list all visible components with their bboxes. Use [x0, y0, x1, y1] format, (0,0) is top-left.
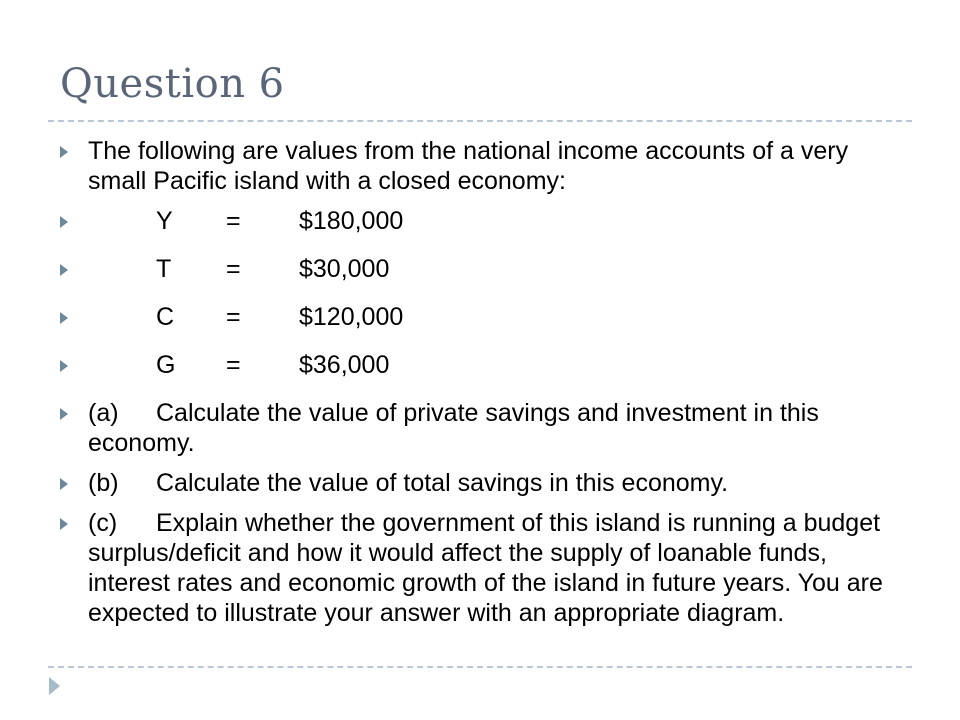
value-equals: = — [226, 351, 241, 379]
bullet-item-intro — [58, 136, 908, 196]
value-variable: C — [156, 303, 175, 331]
value-amount: $120,000 — [299, 303, 404, 331]
bullet-item-question-a — [58, 398, 908, 458]
bottom-divider — [48, 666, 912, 668]
value-equals: = — [226, 303, 241, 331]
triangle-bullet-icon — [60, 216, 68, 228]
value-amount: $180,000 — [299, 207, 404, 235]
top-divider — [48, 120, 912, 122]
triangle-bullet-icon — [60, 312, 68, 324]
triangle-bullet-icon — [60, 360, 68, 372]
bullet-item-question-c — [58, 508, 908, 628]
bullet-item-question-b — [58, 468, 908, 498]
slide-content — [58, 136, 908, 638]
question-label: (b) — [88, 469, 119, 497]
question-text: Calculate the value of total savings in this economy. — [156, 469, 729, 497]
value-variable: G — [156, 351, 176, 379]
triangle-bullet-icon — [60, 408, 68, 420]
question-text: Explain whether the government of this island is running a budget surplus/deficit and how it would affect the supply of loanable funds, interest rates and economic growth of the island in future years. You are expected to illustrate your answer with an appropriate diagram. — [88, 509, 883, 627]
bullet-item-value — [58, 254, 908, 284]
question-label: (a) — [88, 399, 119, 427]
value-variable: Y — [156, 207, 173, 235]
triangle-marker-icon — [49, 677, 60, 695]
bullet-item-value — [58, 206, 908, 236]
question-label: (c) — [88, 509, 118, 537]
bullet-item-value — [58, 302, 908, 332]
slide-title: Question 6 — [60, 61, 285, 107]
bullet-item-value — [58, 350, 908, 380]
triangle-bullet-icon — [60, 146, 68, 158]
intro-text: The following are values from the national income accounts of a very small Pacific island with a closed economy: — [88, 137, 849, 195]
value-variable: T — [156, 255, 172, 283]
value-equals: = — [226, 207, 241, 235]
triangle-bullet-icon — [60, 478, 68, 490]
triangle-bullet-icon — [60, 518, 68, 530]
triangle-bullet-icon — [60, 264, 68, 276]
value-amount: $36,000 — [299, 351, 390, 379]
question-text: Calculate the value of private savings and investment in this economy. — [88, 399, 819, 457]
value-amount: $30,000 — [299, 255, 390, 283]
value-equals: = — [226, 255, 241, 283]
